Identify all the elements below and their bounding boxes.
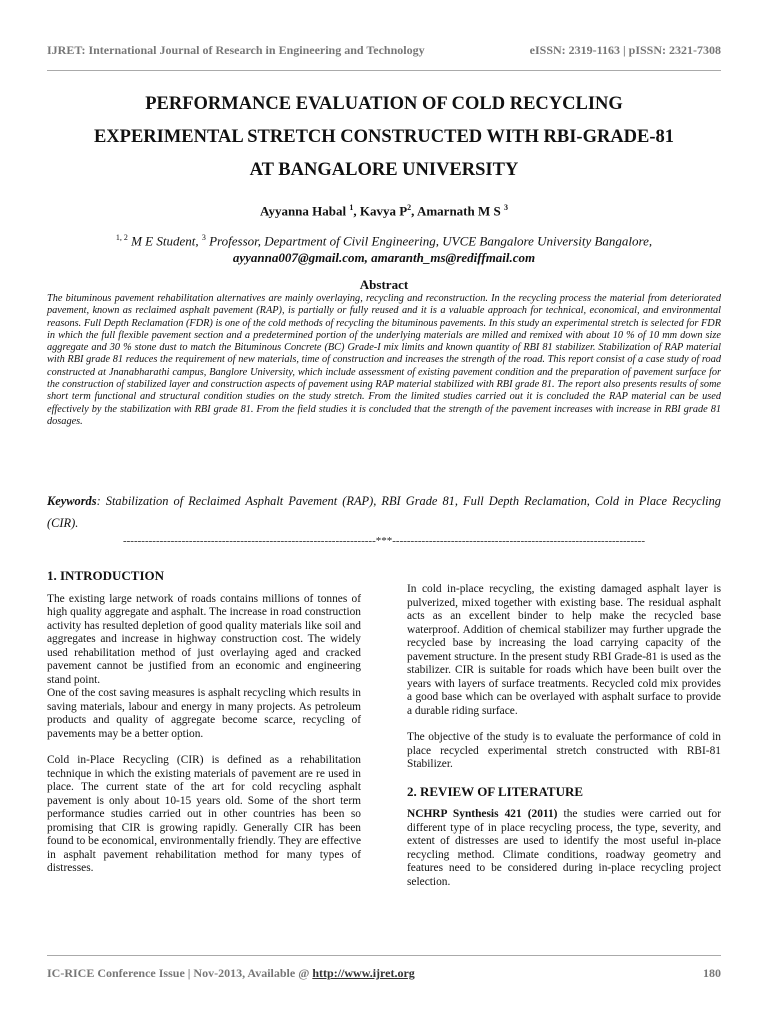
review-heading: 2. REVIEW OF LITERATURE: [407, 783, 584, 799]
title-line-2: EXPERIMENTAL STRETCH CONSTRUCTED WITH RBI-GRADE-81: [93, 127, 675, 147]
author-3-affil-mark: 3: [503, 203, 508, 212]
running-header: [47, 43, 721, 58]
affil-professor: Professor, Department of Civil Engineering, UVCE Bangalore University Bangalore,: [205, 233, 653, 249]
intro-heading: 1. INTRODUCTION: [47, 568, 165, 583]
review-ref-author: NCHRP Synthesis 421 (2011): [407, 808, 558, 820]
affil-mark-1: 1, 2: [115, 233, 128, 242]
header-rule: [47, 70, 721, 71]
keywords: [47, 490, 721, 534]
affil-student: M E Student,: [127, 233, 202, 249]
affil-mark-2: 3: [201, 233, 206, 242]
author-1-affil-mark: 1: [349, 203, 354, 212]
author-3: , Amarnath M S: [411, 203, 501, 219]
journal-name: IJRET: International Journal of Research in Engineering and Technology: [47, 43, 425, 57]
intro-paragraph-5: The objective of the study is to evaluate the performance of cold in place recycled experimental stretch constructed with RBI-81 Stabilizer.: [407, 731, 721, 770]
keywords-text: : Stabilization of Reclaimed Asphalt Pavement (RAP), RBI Grade 81, Full Depth Reclamation, Cold in Place Recycling (CIR).: [47, 494, 721, 530]
author-emails: ayyanna007@gmail.com, amaranth_ms@rediffmail.com: [232, 250, 536, 266]
section-separator: ---------------------------------------------------------------------***---------------------------------------------------------------------: [122, 535, 645, 547]
review-ref-text: the studies were carried out for different type of in place recycling process, the type, severity, and extent of distresses are used to identify the most useful in-place recycling method. Climate conditions, roadway geometry and features need to be considered during in-place recycling project selection.: [407, 808, 721, 888]
keywords-label: Keywords: [47, 494, 97, 508]
conference-info: IC-RICE Conference Issue | Nov-2013, Available @: [47, 966, 313, 980]
abstract-text: The bituminous pavement rehabilitation alternatives are mainly overlaying, recycling and reconstruction. In the recycling process the material from deteriorated pavement, known as reclaimed asphalt pavement (RAP), is partially or fully reused and it is a valuable approach for technical, economical, and environmental reasons. Full Depth Reclamation (FDR) is one of the cold methods of recycling the bituminous pavements. In this study an experimental stretch is selected for FDR in which the full flexible pavement section and a predetermined portion of the underlying materials are milled and remixed with about 10 % of 10 mm down size aggregate and 30 % stone dust to match the Bituminous Concrete (BC) Grade-I mix limits and known quantity of RBI 81 stabilizer. Stabilization of RAP material with RBI grade 81 reduces the requirement of new materials, time of construction and increases the strength of the road. This report consist of a case study of road constructed at Jnanabharathi campus, Banglore University, which include assessment of existing pavement condition and the preparation of pavement surface for the construction of stabilized layer and construction aspects of pavement using RAP material stabilized with RBI grade 81. The report also presents results of some short term functional and structural condition studies on the study stretch. From the limited studies carried out it is concluded the RAP material can be used effectively by the stabilization with RBI grade 81. From the field studies it is concluded that the strength of the pavement increases with increase in RBI grade 81 dosages.: [47, 293, 721, 427]
author-2: , Kavya P: [353, 203, 408, 219]
journal-link[interactable]: http://www.ijret.org: [312, 966, 415, 980]
running-footer: [47, 966, 721, 981]
intro-paragraph-3: Cold in-Place Recycling (CIR) is defined as a rehabilitation technique in which the existing materials of pavement are re used in place. The current state of the art for cold recycling asphalt pavement is only about 10-15 years old. Some of the short term performance studies carried out in other countries has been so promising that CIR is growing rapidly. Generally CIR has been found to be economical, environmentally friendly. They are effective in asphalt pavement rehabilitation method for many types of distresses.: [47, 754, 361, 874]
affiliation: [30, 229, 738, 266]
paper-title: [47, 88, 721, 187]
author-list: [47, 203, 721, 219]
author-1: Ayyanna Habal: [260, 203, 347, 219]
title-line-3: AT BANGALORE UNIVERSITY: [249, 160, 519, 180]
footer-conference: [47, 966, 415, 981]
abstract-heading: Abstract: [359, 277, 409, 292]
left-column: [47, 569, 361, 876]
intro-paragraph-1: The existing large network of roads contains millions of tonnes of high quality aggregate and asphalt. The increase in road construction activity has resulted depletion of good quality materials like soil and aggregates and increase in highway construction cost. The widely used rehabilitation method of just overlaying aged and cracked pavement cannot be justified from an economic and engineering stand point.: [47, 592, 361, 686]
footer-rule: [47, 955, 721, 956]
issn-info: eISSN: 2319-1163 | pISSN: 2321-7308: [529, 43, 721, 57]
right-column: [407, 583, 721, 889]
intro-paragraph-4: In cold in-place recycling, the existing damaged asphalt layer is pulverized, mixed together with existing base. The residual asphalt acts as an excellent binder to help make the recycled base waterproof. Addition of chemical stabilizer may further upgrade the recycled base by increasing the load carrying capacity of the pavement structure. In the present study RBI Grade-81 is used as the stabilizer. CIR is suitable for roads which have been built over the years with layers of surface treatments. Recycled cold mix provides a good base which can be overlayed with asphalt surface to provide a durable riding surface.: [407, 583, 721, 717]
review-paragraph-1: [407, 808, 721, 889]
intro-paragraph-2: One of the cost saving measures is asphalt recycling which results in saving materials, labour and energy in many projects. As petroleum products and quality of aggregate become scarce, recycling of pavements may be a better option.: [47, 687, 361, 740]
title-line-1: PERFORMANCE EVALUATION OF COLD RECYCLING: [145, 94, 623, 114]
page-number: 180: [703, 966, 721, 980]
author-2-affil-mark: 2: [407, 203, 412, 212]
